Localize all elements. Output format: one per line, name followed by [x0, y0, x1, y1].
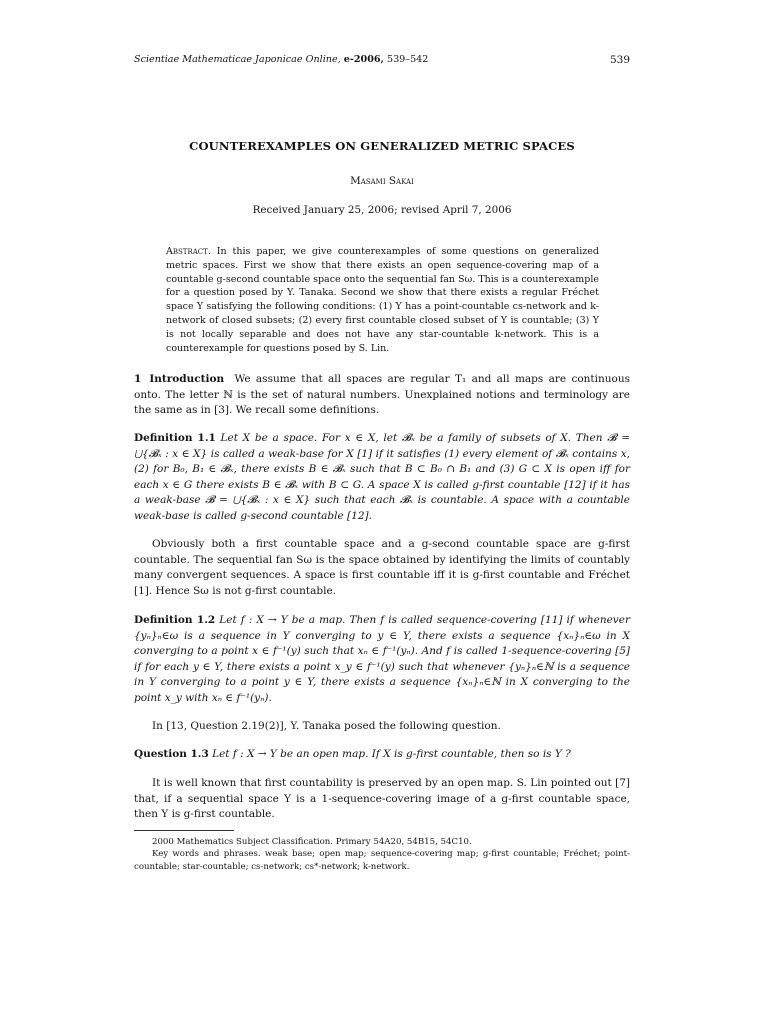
author-name: Masami Sakai — [350, 175, 414, 187]
question-1-3 — [134, 747, 630, 763]
page-range: 539–542 — [386, 54, 429, 65]
footnotes — [134, 836, 630, 873]
abstract-label: Abstract. — [166, 246, 211, 257]
section-text: We assume that all spaces are regular T₁ and all maps are continuous onto. The letter ℕ is the set of natural numbers. Unexplained notions and terminology are the same as in [3]. We recall some definitions. — [134, 373, 630, 417]
paragraph-lin: It is well known that first countability is preserved by an open map. S. Lin pointed out [7] that, if a sequential space Y is a 1-sequence-covering image of a g-first countable space, then Y is g-first countable. — [134, 777, 630, 821]
page-number: 539 — [609, 54, 630, 66]
abstract-text: In this paper, we give counterexamples of some questions on generalized metric spaces. First we show that there exists an open sequence-covering map of a countable g-second countable space onto the sequential fan Sω. This is a counterexample for a question posed by Y. Tanaka. Second we show that there exists a regular Fréchet space Y satisfying the following conditions: (1) Y has a point-countable cs-network and k-network of closed subsets; (2) every first countable closed subset of Y is countable; (3) Y is not locally separable and does not have any star-countable k-network. This is a counterexample for questions posed by S. Lin. — [166, 246, 599, 354]
footnote-msc: 2000 Mathematics Subject Classification. Primary 54A20, 54B15, 54C10. — [152, 837, 472, 847]
footnote-rule — [134, 830, 234, 831]
paper-title: COUNTEREXAMPLES ON GENERALIZED METRIC SPACES — [189, 139, 575, 153]
question-label: Question 1.3 — [134, 748, 209, 760]
received-dates: Received January 25, 2006; revised April 7, 2006 — [252, 204, 512, 216]
section-introduction — [134, 372, 630, 419]
definition-text: Let f : X → Y be a map. Then f is called sequence-covering [11] if whenever {yₙ}ₙ∈ω is a sequence in Y converging to y ∈ Y, there exists a sequence {xₙ}ₙ∈ω in X converging to a point x ∈ f⁻¹(y) such that xₙ ∈ f⁻¹(yₙ). And f is called 1-sequence-covering [5] if for each y ∈ Y, there exists a point x_y ∈ f⁻¹(y) such that whenever {yₙ}ₙ∈ℕ is a sequence in Y converging to a point y ∈ Y, there exists a sequence {xₙ}ₙ∈ℕ in X converging to the point x_y with xₙ ∈ f⁻¹(yₙ). — [134, 614, 630, 704]
section-number: 1 — [134, 373, 142, 385]
definition-1-1 — [134, 431, 630, 525]
definition-1-2 — [134, 613, 630, 707]
definition-label: Definition 1.1 — [134, 432, 216, 444]
section-title: Introduction — [149, 373, 225, 385]
definition-text: Let X be a space. For x ∈ X, let 𝓑ₓ be a family of subsets of X. Then 𝓑 = ⋃{𝓑ₓ : x ∈ X} is called a weak-base for X [1] if it satisfies (1) every element of 𝓑ₓ contains x, (2) for B₀, B₁ ∈ 𝓑ₓ, there exists B ∈ 𝓑ₓ such that B ⊂ B₀ ∩ B₁ and (3) G ⊂ X is open iff for each x ∈ G there exists B ∈ 𝓑ₓ with B ⊂ G. A space X is called g-first countable [12] if it has a weak-base 𝓑 = ⋃{𝓑ₓ : x ∈ X} such that each 𝓑ₓ is countable. A space with a countable weak-base is called g-second countable [12]. — [134, 432, 631, 522]
definition-label: Definition 1.2 — [134, 614, 216, 626]
question-text: Let f : X → Y be an open map. If X is g-first countable, then so is Y ? — [212, 748, 571, 760]
footnote-keywords: Key words and phrases. weak base; open map; sequence-covering map; g-first countable; Fréchet; point-countable; star-countable; cs-network; cs*-network; k-network. — [134, 849, 630, 872]
running-head — [134, 53, 630, 67]
paragraph-fan: Obviously both a first countable space and a g-second countable space are g-first countable. The sequential fan Sω is the space obtained by identifying the limits of countably many convergent sequences. A space is first countable iff it is g-first countable and Fréchet [1]. Hence Sω is not g-first countable. — [134, 538, 630, 597]
abstract — [166, 245, 599, 355]
issue-id: e-2006, — [343, 54, 384, 65]
paragraph-tanaka: In [13, Question 2.19(2)], Y. Tanaka posed the following question. — [152, 720, 501, 732]
journal-name: Scientiae Mathematicae Japonicae Online, — [134, 54, 341, 65]
